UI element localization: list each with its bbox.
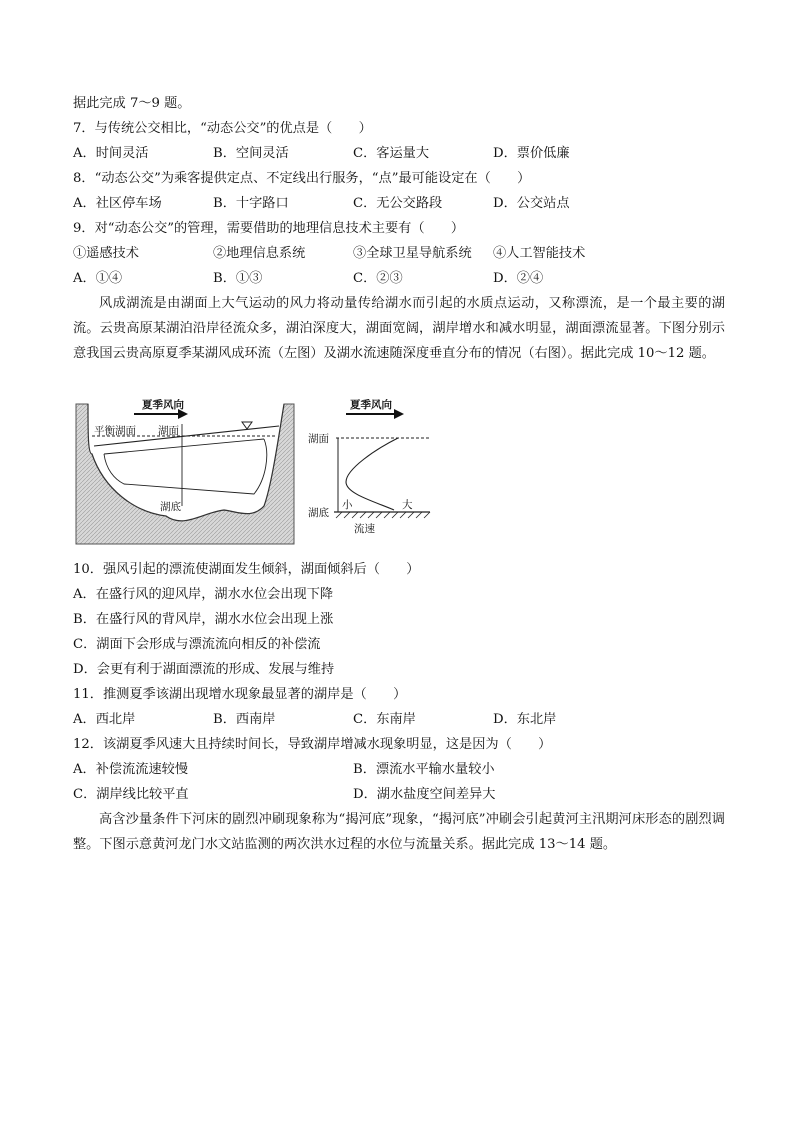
question-9-item-3: ③全球卫星导航系统	[353, 246, 472, 261]
question-9-option-d[interactable]: D．②④	[493, 271, 544, 286]
question-11-option-b[interactable]: B．西南岸	[213, 712, 276, 727]
question-7-option-d[interactable]: D．票价低廉	[493, 146, 570, 161]
figure-velocity-profile	[306, 394, 438, 542]
question-9-stem: 9．对“动态公交”的管理，需要借助的地理信息技术主要有（ ）	[73, 221, 465, 236]
question-7-stem: 7．与传统公交相比，“动态公交”的优点是（ ）	[73, 121, 372, 136]
right-surface-label: 湖面	[308, 433, 329, 445]
question-10-option-b[interactable]: B．在盛行风的背风岸，湖水水位会出现上涨	[73, 612, 334, 627]
question-8-option-a[interactable]: A．社区停车场	[73, 196, 162, 211]
question-7-option-b[interactable]: B．空间灵活	[213, 146, 289, 161]
question-12-stem: 12．该湖夏季风速大且持续时间长，导致湖岸增减水现象明显，这是因为（ ）	[73, 737, 552, 752]
question-11-option-d[interactable]: D．东北岸	[493, 712, 557, 727]
figure-lake-circulation	[74, 394, 296, 546]
left-wind-label: 夏季风向	[142, 399, 184, 411]
left-balance-label: 平衡湖面	[94, 425, 136, 437]
question-8-option-d[interactable]: D．公交站点	[493, 196, 570, 211]
question-10-option-d[interactable]: D．会更有利于湖面漂流的形成、发展与维持	[73, 662, 335, 677]
question-8-stem: 8．“动态公交”为乘客提供定点、不定线出行服务，“点”最可能设定在（ ）	[73, 171, 531, 186]
question-8-option-c[interactable]: C．无公交路段	[353, 196, 443, 211]
question-11-option-a[interactable]: A．西北岸	[73, 712, 136, 727]
question-10-option-a[interactable]: A．在盛行风的迎风岸，湖水水位会出现下降	[73, 587, 334, 602]
passage-lake-current: 风成湖流是由湖面上大气运动的风力将动量传给湖水而引起的水质点运动，又称漂流，是一个最主要的湖流。云贵高原某湖泊沿岸径流众多，湖泊深度大，湖面宽阔，湖岸增水和减水明显，湖面漂流显著。下图分别示意我国云贵高原夏季某湖风成环流（左图）及湖水流速随深度垂直分布的情况（右图）。据此完成 10～12 题。	[73, 296, 725, 361]
right-small-label: 小	[342, 499, 353, 511]
right-wind-label: 夏季风向	[350, 399, 392, 411]
question-9-option-c[interactable]: C．②③	[353, 271, 403, 286]
right-bottom-label: 湖底	[308, 507, 329, 519]
section-intro: 据此完成 7～9 题。	[73, 96, 191, 111]
question-12-option-b[interactable]: B．漂流水平输水量较小	[353, 762, 495, 777]
question-9-item-4: ④人工智能技术	[493, 246, 586, 261]
question-11-option-c[interactable]: C．东南岸	[353, 712, 416, 727]
question-10-option-c[interactable]: C．湖面下会形成与漂流流向相反的补偿流	[73, 637, 321, 652]
question-8-option-b[interactable]: B．十字路口	[213, 196, 289, 211]
question-11-stem: 11．推测夏季该湖出现增水现象最显著的湖岸是（ ）	[73, 687, 407, 702]
left-bottom-label: 湖底	[160, 501, 181, 513]
right-speed-label: 流速	[354, 523, 375, 535]
question-10-stem: 10．强风引起的漂流使湖面发生倾斜，湖面倾斜后（ ）	[73, 562, 420, 577]
question-9-option-a[interactable]: A．①④	[73, 271, 123, 286]
right-large-label: 大	[402, 499, 413, 511]
question-9-item-2: ②地理信息系统	[213, 246, 306, 261]
question-12-option-a[interactable]: A．补偿流流速较慢	[73, 762, 189, 777]
question-7-option-c[interactable]: C．客运量大	[353, 146, 430, 161]
question-12-option-d[interactable]: D．湖水盐度空间差异大	[353, 787, 496, 802]
question-9-item-1: ①遥感技术	[73, 246, 139, 261]
passage-yellow-river: 高含沙量条件下河床的剧烈冲刷现象称为“揭河底”现象，“揭河底”冲刷会引起黄河主汛期河床形态的剧烈调整。下图示意黄河龙门水文站监测的两次洪水过程的水位与流量关系。据此完成 13～14 题。	[73, 812, 725, 852]
question-9-option-b[interactable]: B．①③	[213, 271, 263, 286]
left-surface-label: 湖面	[158, 425, 179, 437]
question-12-option-c[interactable]: C．湖岸线比较平直	[73, 787, 189, 802]
question-7-option-a[interactable]: A．时间灵活	[73, 146, 149, 161]
